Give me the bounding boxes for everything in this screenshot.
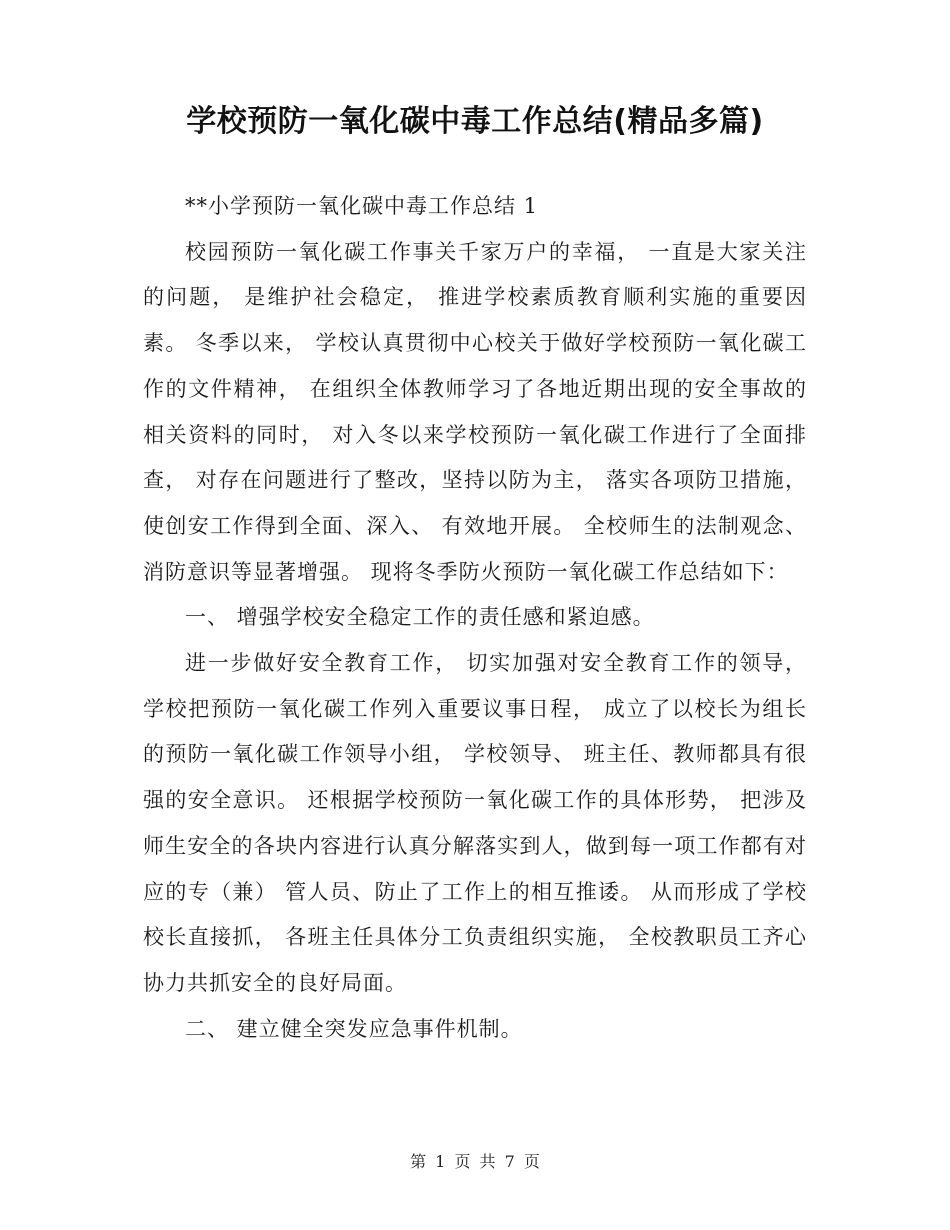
section-heading: 一、 增强学校安全稳定工作的责任感和紧迫感。 (185, 605, 655, 630)
paragraph-section-one: 进一步做好安全教育工作， 切实加强对安全教育工作的领导， 学校把预防一氧化碳工作列入重要议事日程， 成立了以校长为组长的预防一氧化碳工作领导小组， 学校领导、 班主任、教师都具有很强的安全意识。 还根据学校预防一氧化碳工作的具体形势， 把涉及师生安全的各块内容进行认真分解落实到人，做到每一项工作都有对应的专（兼） 管人员、防止了工作上的相互推诿。 从而形成了学校校长直接抓， 各班主任具体分工负责组织实施， 全校教职员工齐心协力共抓安全的良好局面。 (143, 651, 807, 995)
document-title: 学校预防一氧化碳中毒工作总结(精品多篇) (186, 104, 764, 139)
section-heading: 二、 建立健全突发应急事件机制。 (185, 1016, 523, 1041)
section-heading: **小学预防一氧化碳中毒工作总结 1 (185, 194, 539, 218)
paragraph-intro: 校园预防一氧化碳工作事关千家万户的幸福， 一直是大家关注的问题， 是维护社会稳定， 推进学校素质教育顺利实施的重要因素。 冬季以来， 学校认真贯彻中心校关于做好学校预防一氧化碳工作的文件精神， 在组织全体教师学习了各地近期出现的安全事故的相关资料的同时， 对入冬以来学校预防一氧化碳工作进行了全面排查， 对存在问题进行了整改，坚持以防为主， 落实各项防卫措施， 使创安工作得到全面、深入、 有效地开展。 全校师生的法制观念、 消防意识等显著增强。 现将冬季防火预防一氧化碳工作总结如下： (143, 239, 807, 584)
page-number-footer: 第 1 页 共 7 页 (410, 1152, 540, 1171)
document-body (143, 184, 807, 1052)
